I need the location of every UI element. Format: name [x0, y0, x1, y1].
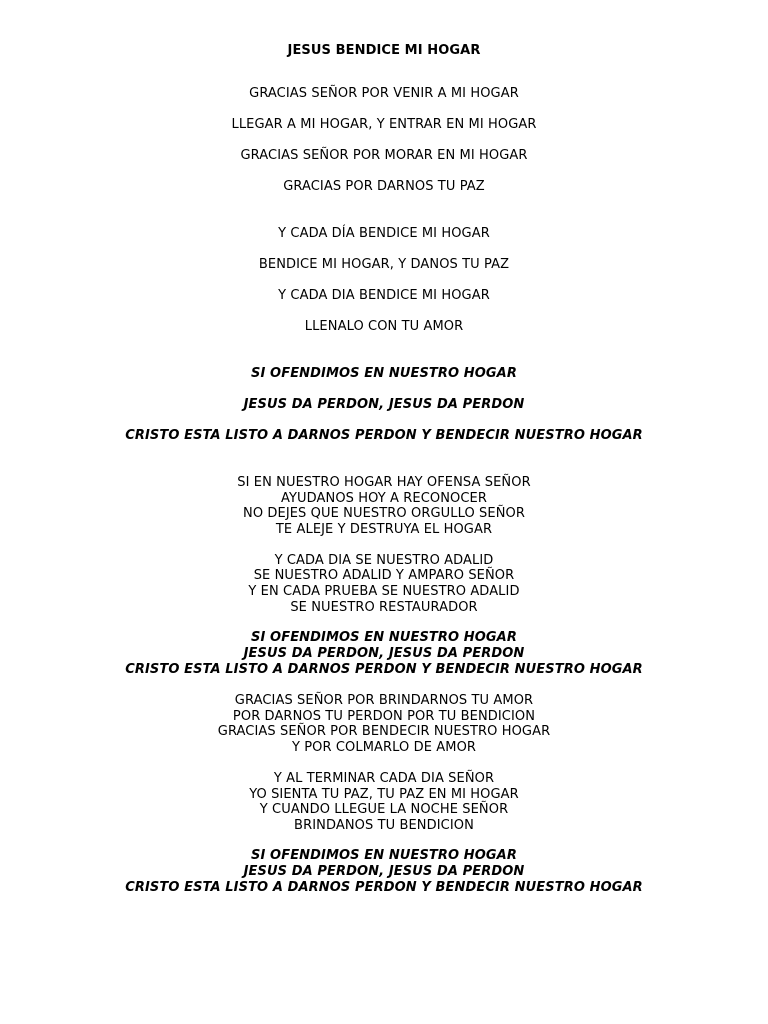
- lyric-line: GRACIAS SEÑOR POR MORAR EN MI HOGAR: [240, 148, 528, 163]
- lyric-line: GRACIAS SEÑOR POR VENIR A MI HOGAR: [249, 86, 519, 101]
- lyric-line: LLEGAR A MI HOGAR, Y ENTRAR EN MI HOGAR: [231, 117, 537, 132]
- chorus-line: CRISTO ESTA LISTO A DARNOS PERDON Y BENDECIR NUESTRO HOGAR: [125, 880, 643, 895]
- chorus-line: SI OFENDIMOS EN NUESTRO HOGAR: [251, 366, 517, 381]
- lyric-line: Y CUANDO LLEGUE LA NOCHE SEÑOR: [259, 802, 509, 817]
- lyric-line: LLENALO CON TU AMOR: [304, 319, 464, 334]
- lyric-line: Y CADA DIA SE NUESTRO ADALID: [274, 553, 494, 568]
- chorus-line: JESUS DA PERDON, JESUS DA PERDON: [243, 646, 525, 661]
- lyric-line: BENDICE MI HOGAR, Y DANOS TU PAZ: [258, 257, 510, 272]
- chorus-line: SI OFENDIMOS EN NUESTRO HOGAR: [251, 630, 517, 645]
- lyric-line: BRINDANOS TU BENDICION: [294, 818, 474, 833]
- chorus-line: CRISTO ESTA LISTO A DARNOS PERDON Y BENDECIR NUESTRO HOGAR: [125, 428, 643, 443]
- lyric-line: GRACIAS POR DARNOS TU PAZ: [283, 179, 485, 194]
- lyric-line: POR DARNOS TU PERDON POR TU BENDICION: [232, 709, 536, 724]
- lyric-line: Y AL TERMINAR CADA DIA SEÑOR: [273, 771, 495, 786]
- chorus-line: SI OFENDIMOS EN NUESTRO HOGAR: [251, 848, 517, 863]
- lyric-line: Y CADA DIA BENDICE MI HOGAR: [278, 288, 490, 303]
- lyric-line: NO DEJES QUE NUESTRO ORGULLO SEÑOR: [243, 506, 525, 521]
- lyric-line: TE ALEJE Y DESTRUYA EL HOGAR: [275, 522, 493, 537]
- chorus-line: JESUS DA PERDON, JESUS DA PERDON: [243, 864, 525, 879]
- lyric-line: Y POR COLMARLO DE AMOR: [291, 740, 477, 755]
- lyric-line: Y EN CADA PRUEBA SE NUESTRO ADALID: [248, 584, 520, 599]
- chorus-line: CRISTO ESTA LISTO A DARNOS PERDON Y BENDECIR NUESTRO HOGAR: [125, 662, 643, 677]
- lyric-line: SI EN NUESTRO HOGAR HAY OFENSA SEÑOR: [237, 475, 531, 490]
- lyric-line: Y CADA DÍA BENDICE MI HOGAR: [278, 226, 490, 241]
- lyric-line: YO SIENTA TU PAZ, TU PAZ EN MI HOGAR: [249, 787, 519, 802]
- lyric-line: GRACIAS SEÑOR POR BRINDARNOS TU AMOR: [234, 693, 534, 708]
- lyric-line: SE NUESTRO ADALID Y AMPARO SEÑOR: [253, 568, 515, 583]
- chorus-line: JESUS DA PERDON, JESUS DA PERDON: [243, 397, 525, 412]
- lyric-line: GRACIAS SEÑOR POR BENDECIR NUESTRO HOGAR: [217, 724, 551, 739]
- lyric-line: AYUDANOS HOY A RECONOCER: [281, 491, 487, 506]
- song-title: JESUS BENDICE MI HOGAR: [287, 43, 481, 58]
- lyric-line: SE NUESTRO RESTAURADOR: [290, 600, 478, 615]
